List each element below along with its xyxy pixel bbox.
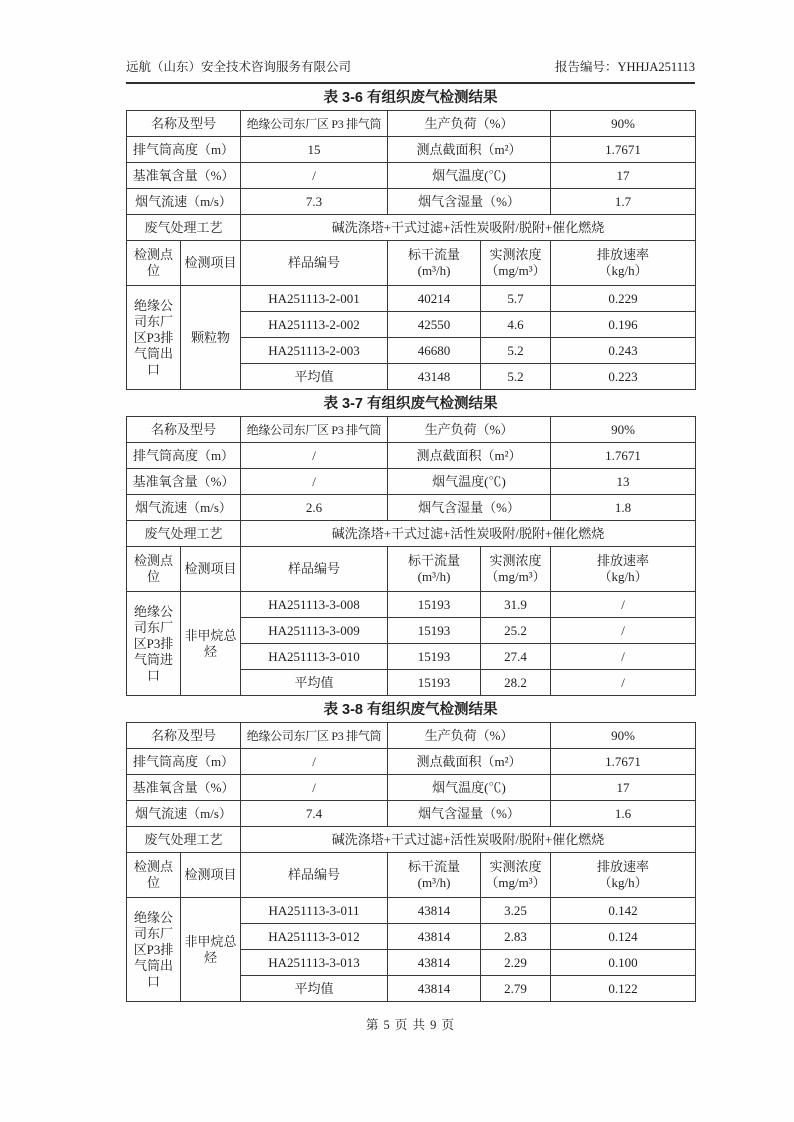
- concentration-cell: 3.25: [481, 898, 551, 924]
- info-label-cell: 测点截面积（m²）: [388, 749, 551, 775]
- column-title: 标干流量: [408, 859, 461, 874]
- flow-cell: 43814: [388, 924, 481, 950]
- flow-cell: 15193: [388, 670, 481, 696]
- info-value-cell: /: [241, 163, 388, 189]
- info-value-cell: 90%: [551, 723, 696, 749]
- location-cell: 绝缘公司东厂区P3排气筒进口: [127, 592, 181, 696]
- flow-cell: 15193: [388, 644, 481, 670]
- column-title: 排放速率: [597, 247, 650, 262]
- flow-cell: 43148: [388, 364, 481, 390]
- rate-cell: 0.100: [551, 950, 696, 976]
- column-unit: (m³/h): [417, 875, 451, 890]
- flow-cell: 15193: [388, 592, 481, 618]
- location-cell: 绝缘公司东厂区P3排气筒出口: [127, 898, 181, 1002]
- column-title: 实测浓度: [489, 247, 542, 262]
- info-value-cell: 1.7: [551, 189, 696, 215]
- info-row: [127, 749, 696, 775]
- column-header-cell: [181, 241, 241, 286]
- item-cell: 颗粒物: [181, 286, 241, 390]
- sample-id-cell: 平均值: [241, 976, 388, 1002]
- column-header-cell: [551, 853, 696, 898]
- info-row: [127, 137, 696, 163]
- column-title: 标干流量: [408, 553, 461, 568]
- info-label-cell: 烟气流速（m/s）: [127, 801, 241, 827]
- process-row: [127, 827, 696, 853]
- column-title: 实测浓度: [489, 553, 542, 568]
- info-row: [127, 443, 696, 469]
- column-header-cell: [481, 241, 551, 286]
- info-label-cell: 烟气温度(℃): [388, 163, 551, 189]
- column-header-cell: [181, 547, 241, 592]
- column-title: 检测点位: [133, 859, 173, 890]
- info-value-cell: 绝缘公司东厂区 P3 排气筒: [241, 723, 388, 749]
- info-row: [127, 469, 696, 495]
- flow-cell: 46680: [388, 338, 481, 364]
- info-label-cell: 烟气含湿量（%）: [388, 495, 551, 521]
- column-header-cell: [551, 241, 696, 286]
- info-value-cell: 1.7671: [551, 749, 696, 775]
- rate-cell: 0.124: [551, 924, 696, 950]
- concentration-cell: 28.2: [481, 670, 551, 696]
- flow-cell: 43814: [388, 950, 481, 976]
- sample-id-cell: HA251113-2-003: [241, 338, 388, 364]
- info-value-cell: 1.8: [551, 495, 696, 521]
- column-title: 标干流量: [408, 247, 461, 262]
- info-label-cell: 名称及型号: [127, 111, 241, 137]
- column-unit: （kg/h）: [598, 569, 648, 584]
- flow-cell: 15193: [388, 618, 481, 644]
- info-value-cell: 15: [241, 137, 388, 163]
- sample-id-cell: HA251113-2-002: [241, 312, 388, 338]
- info-label-cell: 基准氧含量（%）: [127, 469, 241, 495]
- process-value-cell: 碱洗涤塔+干式过滤+活性炭吸附/脱附+催化燃烧: [241, 521, 696, 547]
- column-title: 检测点位: [133, 553, 173, 584]
- column-header-cell: [127, 853, 181, 898]
- info-label-cell: 基准氧含量（%）: [127, 775, 241, 801]
- column-header-cell: [241, 853, 388, 898]
- info-value-cell: /: [241, 443, 388, 469]
- process-label-cell: 废气处理工艺: [127, 521, 241, 547]
- concentration-cell: 27.4: [481, 644, 551, 670]
- info-label-cell: 烟气流速（m/s）: [127, 189, 241, 215]
- info-value-cell: 1.7671: [551, 443, 696, 469]
- rate-cell: 0.243: [551, 338, 696, 364]
- sample-id-cell: HA251113-3-009: [241, 618, 388, 644]
- rate-cell: /: [551, 644, 696, 670]
- concentration-cell: 5.2: [481, 338, 551, 364]
- table-title: 表 3-8 有组织废气检测结果: [323, 702, 498, 718]
- column-unit: （mg/m³）: [485, 263, 546, 278]
- data-row: [127, 286, 696, 312]
- info-value-cell: 绝缘公司东厂区 P3 排气筒: [241, 417, 388, 443]
- page-header: [126, 0, 695, 84]
- info-row: [127, 417, 696, 443]
- rate-cell: 0.142: [551, 898, 696, 924]
- info-row: [127, 111, 696, 137]
- info-label-cell: 烟气温度(℃): [388, 775, 551, 801]
- sample-id-cell: HA251113-2-001: [241, 286, 388, 312]
- table-title: 表 3-7 有组织废气检测结果: [323, 396, 498, 412]
- concentration-cell: 4.6: [481, 312, 551, 338]
- info-row: [127, 801, 696, 827]
- info-label-cell: 生产负荷（%）: [388, 111, 551, 137]
- rate-cell: /: [551, 618, 696, 644]
- column-title: 排放速率: [597, 859, 650, 874]
- sample-id-cell: HA251113-3-010: [241, 644, 388, 670]
- column-header-cell: [241, 241, 388, 286]
- column-title: 实测浓度: [489, 859, 542, 874]
- column-header-cell: [127, 547, 181, 592]
- process-row: [127, 215, 696, 241]
- flow-cell: 40214: [388, 286, 481, 312]
- sample-id-cell: 平均值: [241, 670, 388, 696]
- data-row: [127, 898, 696, 924]
- column-title: 检测点位: [133, 247, 173, 278]
- info-label-cell: 烟气流速（m/s）: [127, 495, 241, 521]
- column-header-cell: [481, 853, 551, 898]
- table-block-3-6: [126, 89, 695, 390]
- column-header-row: [127, 853, 696, 898]
- flow-cell: 43814: [388, 976, 481, 1002]
- info-value-cell: /: [241, 775, 388, 801]
- process-value-cell: 碱洗涤塔+干式过滤+活性炭吸附/脱附+催化燃烧: [241, 827, 696, 853]
- column-unit: (m³/h): [417, 263, 451, 278]
- column-title: 检测项目: [184, 867, 237, 882]
- report-table: [126, 416, 696, 696]
- report-number: 报告编号：YHHJA251113: [554, 60, 695, 74]
- page-content: [126, 0, 695, 1033]
- info-value-cell: 7.4: [241, 801, 388, 827]
- info-value-cell: /: [241, 469, 388, 495]
- item-cell: 非甲烷总烃: [181, 898, 241, 1002]
- rate-cell: 0.223: [551, 364, 696, 390]
- column-title: 样品编号: [288, 255, 341, 270]
- info-row: [127, 163, 696, 189]
- info-value-cell: 1.6: [551, 801, 696, 827]
- sample-id-cell: HA251113-3-013: [241, 950, 388, 976]
- column-header-row: [127, 547, 696, 592]
- page-number: 第 5 页 共 9 页: [365, 1018, 456, 1032]
- rate-cell: 0.229: [551, 286, 696, 312]
- info-label-cell: 测点截面积（m²）: [388, 443, 551, 469]
- info-row: [127, 495, 696, 521]
- column-header-cell: [241, 547, 388, 592]
- column-unit: （kg/h）: [598, 263, 648, 278]
- column-header-cell: [388, 547, 481, 592]
- info-label-cell: 烟气含湿量（%）: [388, 189, 551, 215]
- column-header-cell: [481, 547, 551, 592]
- page-footer: [126, 1015, 695, 1033]
- info-label-cell: 测点截面积（m²）: [388, 137, 551, 163]
- info-label-cell: 烟气含湿量（%）: [388, 801, 551, 827]
- info-row: [127, 723, 696, 749]
- rate-cell: 0.196: [551, 312, 696, 338]
- process-label-cell: 废气处理工艺: [127, 827, 241, 853]
- concentration-cell: 5.7: [481, 286, 551, 312]
- process-row: [127, 521, 696, 547]
- concentration-cell: 2.29: [481, 950, 551, 976]
- concentration-cell: 25.2: [481, 618, 551, 644]
- flow-cell: 42550: [388, 312, 481, 338]
- info-value-cell: 7.3: [241, 189, 388, 215]
- column-header-cell: [388, 853, 481, 898]
- info-label-cell: 排气筒高度（m）: [127, 443, 241, 469]
- info-label-cell: 基准氧含量（%）: [127, 163, 241, 189]
- sample-id-cell: HA251113-3-008: [241, 592, 388, 618]
- column-title: 样品编号: [288, 867, 341, 882]
- column-header-cell: [127, 241, 181, 286]
- table-block-3-7: [126, 395, 695, 696]
- concentration-cell: 2.83: [481, 924, 551, 950]
- info-label-cell: 烟气温度(℃): [388, 469, 551, 495]
- concentration-cell: 2.79: [481, 976, 551, 1002]
- info-label-cell: 生产负荷（%）: [388, 417, 551, 443]
- column-title: 样品编号: [288, 561, 341, 576]
- sample-id-cell: HA251113-3-012: [241, 924, 388, 950]
- column-header-cell: [181, 853, 241, 898]
- info-value-cell: 90%: [551, 111, 696, 137]
- info-value-cell: 2.6: [241, 495, 388, 521]
- concentration-cell: 31.9: [481, 592, 551, 618]
- sample-id-cell: HA251113-3-011: [241, 898, 388, 924]
- concentration-cell: 5.2: [481, 364, 551, 390]
- info-label-cell: 名称及型号: [127, 723, 241, 749]
- column-title: 排放速率: [597, 553, 650, 568]
- location-cell: 绝缘公司东厂区P3排气筒出口: [127, 286, 181, 390]
- column-title: 检测项目: [184, 561, 237, 576]
- info-value-cell: /: [241, 749, 388, 775]
- flow-cell: 43814: [388, 898, 481, 924]
- info-label-cell: 排气筒高度（m）: [127, 137, 241, 163]
- info-row: [127, 775, 696, 801]
- column-unit: （mg/m³）: [485, 569, 546, 584]
- company-name: 远航（山东）安全技术咨询服务有限公司: [126, 60, 352, 74]
- info-value-cell: 17: [551, 163, 696, 189]
- info-row: [127, 189, 696, 215]
- info-value-cell: 1.7671: [551, 137, 696, 163]
- rate-cell: /: [551, 670, 696, 696]
- column-title: 检测项目: [184, 255, 237, 270]
- column-unit: (m³/h): [417, 569, 451, 584]
- rate-cell: /: [551, 592, 696, 618]
- column-unit: （mg/m³）: [485, 875, 546, 890]
- info-label-cell: 生产负荷（%）: [388, 723, 551, 749]
- column-header-cell: [551, 547, 696, 592]
- column-header-cell: [388, 241, 481, 286]
- info-value-cell: 绝缘公司东厂区 P3 排气筒: [241, 111, 388, 137]
- item-cell: 非甲烷总烃: [181, 592, 241, 696]
- report-table: [126, 110, 696, 390]
- data-row: [127, 592, 696, 618]
- info-label-cell: 排气筒高度（m）: [127, 749, 241, 775]
- info-label-cell: 名称及型号: [127, 417, 241, 443]
- column-unit: （kg/h）: [598, 875, 648, 890]
- table-title: 表 3-6 有组织废气检测结果: [323, 90, 498, 106]
- process-label-cell: 废气处理工艺: [127, 215, 241, 241]
- sample-id-cell: 平均值: [241, 364, 388, 390]
- table-block-3-8: [126, 701, 695, 1002]
- report-table: [126, 722, 696, 1002]
- rate-cell: 0.122: [551, 976, 696, 1002]
- info-value-cell: 17: [551, 775, 696, 801]
- column-header-row: [127, 241, 696, 286]
- info-value-cell: 13: [551, 469, 696, 495]
- info-value-cell: 90%: [551, 417, 696, 443]
- process-value-cell: 碱洗涤塔+干式过滤+活性炭吸附/脱附+催化燃烧: [241, 215, 696, 241]
